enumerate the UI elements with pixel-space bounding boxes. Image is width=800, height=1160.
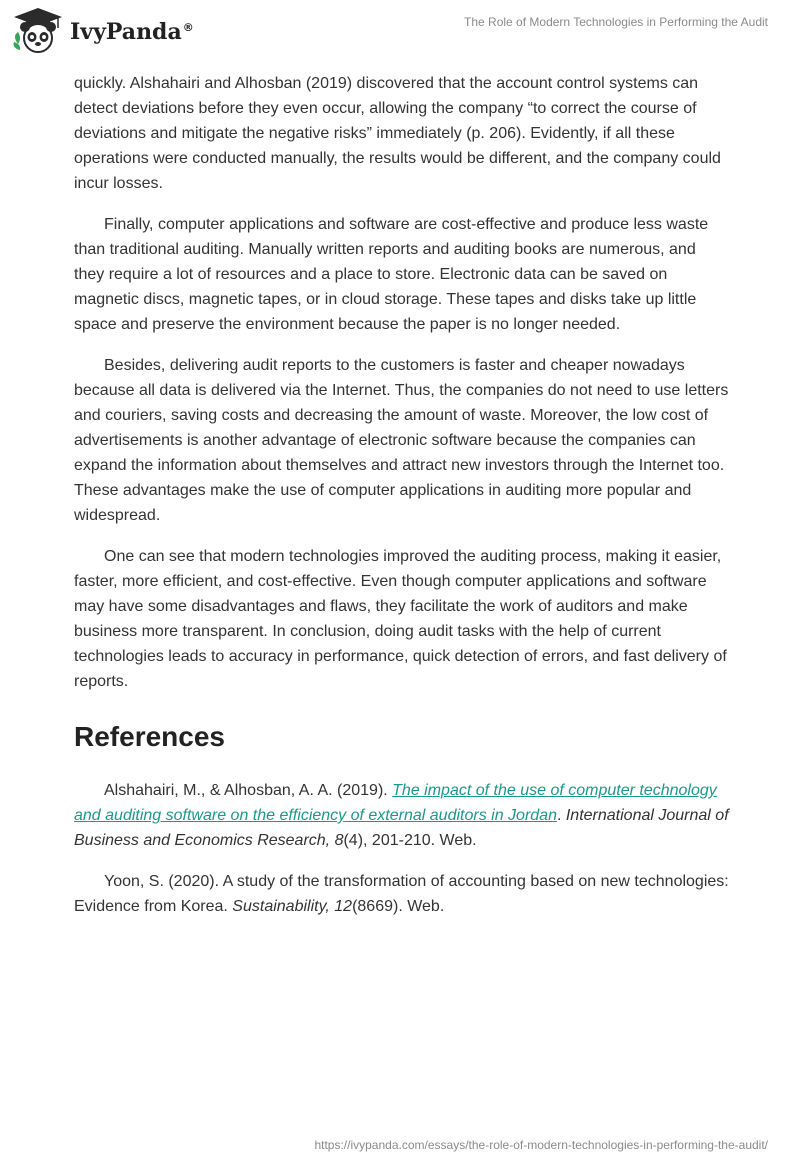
reference-item — [74, 869, 730, 919]
reference-details: (4), 201-210. Web. — [343, 832, 477, 849]
reference-separator: . — [556, 807, 566, 824]
reference-authors: Alshahairi, M., & Alhosban, A. A. (2019). — [104, 782, 393, 799]
paragraph: quickly. Alshahairi and Alhosban (2019) discovered that the account control systems can detect deviations before they even occur, allowing the company “to correct the course of deviations and mitigate the negative risks” immediately (p. 206). Evidently, if all these operations were conducted manually, the results would be different, and the company could incur losses. — [74, 75, 721, 192]
reference-item — [74, 778, 730, 853]
footer-url[interactable]: https://ivypanda.com/essays/the-role-of-modern-technologies-in-performing-the-audit/ — [314, 1138, 768, 1152]
logo[interactable] — [10, 6, 194, 56]
reference-authors: Yoon, S. (2020). A study of the transformation of accounting based on new technologies: Evidence from Korea. — [74, 873, 729, 915]
references-heading: References — [74, 721, 225, 752]
document-title: The Role of Modern Technologies in Performing the Audit — [464, 15, 768, 29]
reference-details: (8669). Web. — [352, 898, 445, 915]
paragraph: Finally, computer applications and software are cost-effective and produce less waste than traditional auditing. Manually written reports and auditing books are numerous, and they require a lot of resources and a place to store. Electronic data can be saved on magnetic discs, magnetic tapes, or in cloud storage. These tapes and disks take up little space and preserve the environment because the paper is no longer needed. — [74, 216, 709, 333]
paragraph: Besides, delivering audit reports to the customers is faster and cheaper nowadays because all data is delivered via the Internet. Thus, the companies do not need to use letters and couriers, saving costs and decreasing the amount of waste. Moreover, the low cost of advertisements is another advantage of electronic software because the companies can expand the information about themselves and attract new investors through the Internet too. These advantages make the use of computer applications in auditing more popular and widespread. — [74, 357, 729, 524]
page-header — [0, 0, 800, 62]
paragraph: One can see that modern technologies improved the auditing process, making it easier, faster, more efficient, and cost-effective. Even though computer applications and software may have some disadvantages and flaws, they facilitate the work of auditors and make business more transparent. In conclusion, doing audit tasks with the help of current technologies leads to accuracy in performance, quick detection of errors, and fast delivery of reports. — [74, 548, 727, 690]
reference-link[interactable]: The impact of the use of computer technology and auditing software on the efficiency of external auditors in Jordan — [74, 782, 717, 824]
reference-journal: Sustainability, 12 — [232, 898, 353, 915]
article-body — [74, 71, 730, 935]
panda-logo-icon — [10, 6, 66, 56]
registered-mark: ® — [182, 20, 194, 34]
reference-journal: International Journal of Business and Economics Research, 8 — [74, 807, 729, 849]
logo-text: IvyPanda® — [70, 19, 194, 45]
